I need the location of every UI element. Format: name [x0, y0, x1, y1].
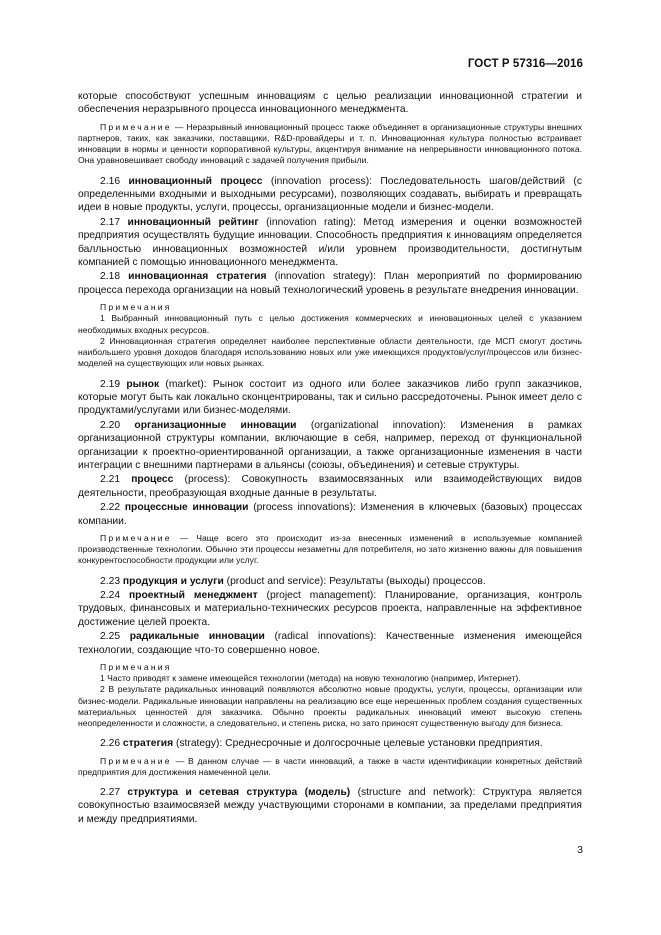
- note-label: Примечание: [100, 755, 172, 766]
- term-title: проектный менеджмент: [128, 589, 258, 601]
- term-title: продукция и услуги: [122, 575, 224, 587]
- term-2-26: 2.26 стратегия (strategy): Среднесрочные и долгосрочные целевые установки предприятия.: [100, 738, 543, 750]
- note-item: 2 Инновационная стратегия определяет наиболее перспективные области деятельности, где МСП смогут достичь наибольшего уровня доходов благодаря использованию новых или уже имеющихся продуктов/услуг/процессов или бизнес-моделей на существующих или новых рынках.: [78, 335, 582, 369]
- term-title: радикальные инновации: [129, 631, 265, 643]
- term-title: структура и сетевая структура (модель): [127, 787, 351, 799]
- term-title: инновационный рейтинг: [127, 216, 259, 228]
- term-2-20: 2.20 организационные инновации (organizational innovation): Изменения в рамках организационной структуры компании, включающие в себя, например, переход от функциональной организации к проектно-ориентированной организации, а также организационные изменения в части интеграции с внешними партнерами в альянсы (союзы, объединения) и сетевые структуры.: [78, 419, 583, 471]
- note-text: — Чаще всего это происходит из-за внесенных изменений в используемые компанией производственные технологии. Обычно эти процессы незаметны для потребителя, но зато жизненно важны для повышения конкурентоспособности продукции или услуг.: [78, 532, 582, 566]
- note-text: — Неразрывный инновационный процесс также объединяет в организационные структуры внешних партнеров, таких, как заказчики, поставщики, R&D-провайдеры и т. п. Инновационная культура полностью встраивает инновации в нормы и ценности корпоративной культуры, акцентируя внимание на непрерывности инновационного потока. Она уравновешивает свободу инноваций с задачей получения прибыли.: [78, 121, 582, 166]
- note-item: 1 Часто приводят к замене имеющейся технологии (метода) на новую технологию (например, Интернет).: [100, 673, 521, 684]
- note-text: — В данном случае — в части инноваций, а также в части идентификации конкретных действий предприятия для достижения намеченной цели.: [78, 755, 582, 777]
- term-2-19: 2.19 рынок (market): Рынок состоит из одного или более заказчиков либо групп заказчиков, которые могут быть как локально сконцентрированы, так и сильно рассредоточены. Рынок имеет дело с продуктами/услугами или бизнес-моделями.: [78, 378, 582, 417]
- note-intro: [78, 122, 582, 167]
- notes-label: Примечания: [100, 302, 172, 313]
- term-title: процессные инновации: [124, 502, 249, 514]
- term-2-27: 2.27 структура и сетевая структура (модель) (structure and network): Структура является совокупностью взаимосвязей между участвующими сторонами в компании, за пределами предприятия и между предприятиями.: [78, 787, 582, 825]
- term-title: стратегия: [122, 738, 174, 750]
- standard-header: ГОСТ Р 57316—2016: [467, 58, 583, 70]
- term-title: инновационный процесс: [128, 175, 263, 187]
- term-2-21: 2.21 процесс (process): Совокупность взаимосвязанных или взаимодействующих видов деятельности, преобразующая входные данные в результаты.: [78, 474, 583, 499]
- term-title: организационные инновации: [134, 419, 297, 431]
- term-2-25: 2.25 радикальные инновации (radical innovations): Качественные изменения имеющейся технологии, создающие что-то совершенно новое.: [78, 631, 582, 656]
- note-item: 1 Выбранный инновационный путь с целью достижения коммерческих и инновационных целей с указанием необходимых входных ресурсов.: [78, 313, 582, 335]
- term-2-17: 2.17 инновационный рейтинг (innovation rating): Метод измерения и оценки возможностей предприятия осуществлять будущие инновации. Способность предприятия к инновациям определяется балльностью инновационных возможностей и/или уровнем производительности, достигнутым компанией с помощью инновационного менеджмента.: [78, 216, 582, 269]
- term-2-16: 2.16 инновационный процесс (innovation process): Последовательность шагов/действий (с определенными входными и выходными ресурсами), позволяющих создавать, выбирать и превращать идеи в новые продукты, услуги, процессы, организационные модели и бизнес-модели.: [78, 175, 583, 214]
- notes-label: Примечания: [100, 662, 172, 673]
- term-2-24: 2.24 проектный менеджмент (project management): Планирование, организация, контроль трудовых, финансовых и материально-технических ресурсов проекта, направленные на эффективное достижение целей проекта.: [78, 589, 582, 628]
- note-2-26: [78, 756, 582, 778]
- term-title: процесс: [131, 474, 174, 486]
- note-2-22: [78, 533, 582, 567]
- term-title: рынок: [126, 378, 160, 390]
- document-body: [78, 90, 582, 827]
- notes-2-18: [78, 302, 582, 369]
- intro-paragraph: которые способствуют успешным инновациям с целью реализации инновационной стратегии и обеспечения неразрывного процесса инновационного менеджмента.: [78, 91, 582, 116]
- page-number: 3: [577, 844, 583, 856]
- term-title: инновационная стратегия: [128, 271, 267, 283]
- term-2-18: 2.18 инновационная стратегия (innovation strategy): План мероприятий по формированию процесса перехода организации на новый технологический уровень в результате внедрения инновации.: [78, 271, 583, 296]
- note-label: Примечание: [100, 121, 172, 132]
- note-label: Примечание: [100, 532, 172, 543]
- term-2-23: 2.23 продукция и услуги (product and service): Результаты (выходы) процессов.: [100, 575, 486, 587]
- note-item: 2 В результате радикальных инноваций появляются абсолютно новые продукты, услуги, процессы, организации или бизнес-модели. Радикальные инновации направлены на реализацию все еще нерешенных проблем создания существенных материальных ценностей для заказчика. Обычно проекты радикальных инноваций имеют высокую степень неопределенности и сложности, а следовательно, и степень риска, но зато приносят существенную выгоду для бизнеса.: [78, 684, 582, 729]
- notes-2-25: [78, 662, 582, 729]
- term-2-22: 2.22 процессные инновации (process innovations): Изменения в ключевых (базовых) процессах компании.: [78, 502, 582, 527]
